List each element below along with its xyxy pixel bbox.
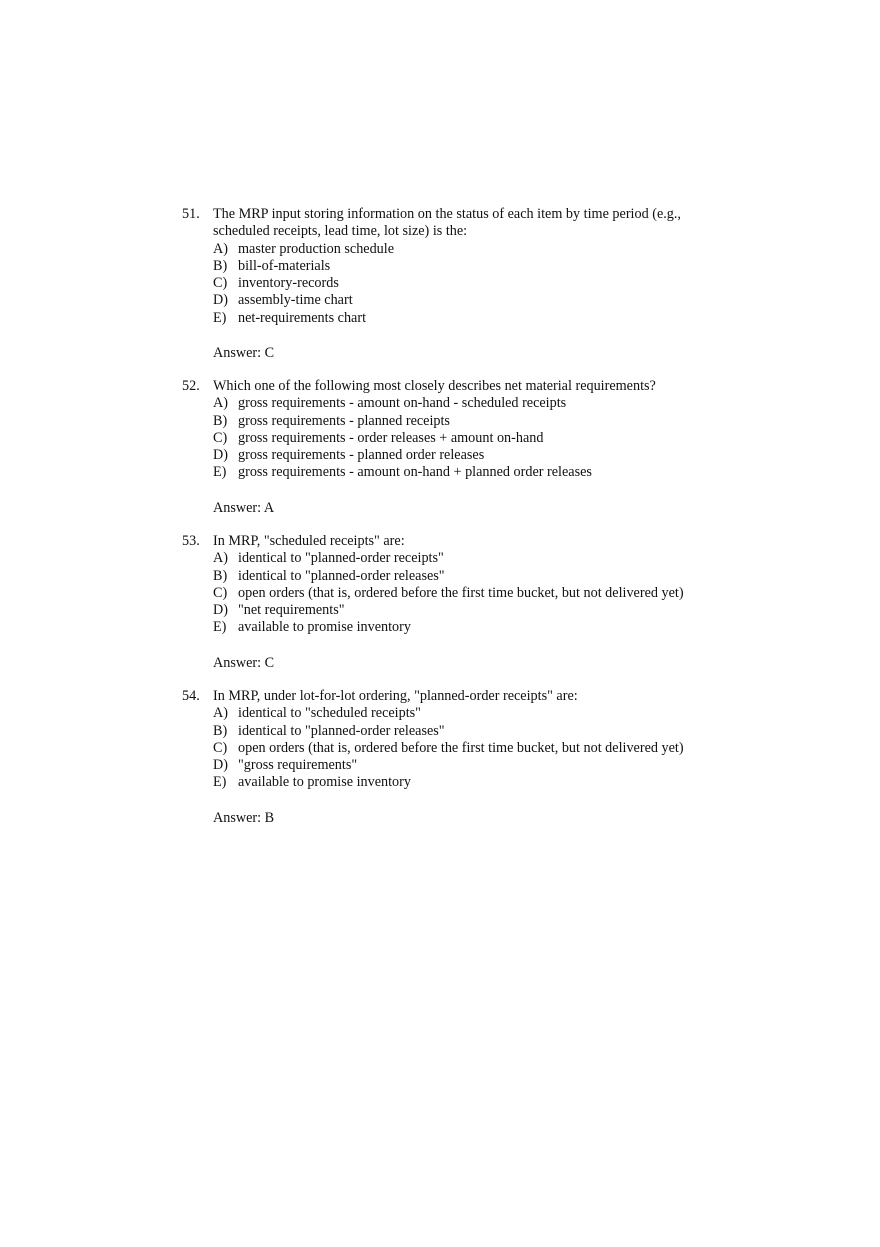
option-list [182, 241, 722, 327]
option-d [213, 292, 722, 309]
option-letter: B) [213, 567, 228, 584]
option-a [213, 705, 722, 722]
option-e [213, 464, 722, 481]
option-c [213, 740, 722, 757]
question-number: 54. [182, 688, 200, 704]
answer-line: Answer: C [213, 345, 275, 362]
option-text: assembly-time chart [238, 292, 353, 309]
question-52 [182, 378, 722, 517]
option-a [213, 241, 722, 258]
option-letter: B) [213, 722, 228, 739]
option-b [213, 413, 722, 430]
option-letter: E) [213, 464, 227, 481]
option-letter: D) [213, 602, 228, 619]
option-text: open orders (that is, ordered before the first time bucket, but not delivered yet) [238, 739, 684, 756]
option-text: inventory-records [238, 275, 339, 292]
question-stem [182, 378, 722, 395]
option-text: gross requirements - planned receipts [238, 412, 450, 429]
question-number: 53. [182, 533, 200, 549]
option-text: identical to "planned-order releases" [238, 567, 445, 584]
option-letter: A) [213, 705, 228, 722]
option-b [213, 723, 722, 740]
option-d [213, 602, 722, 619]
option-a [213, 550, 722, 567]
option-e [213, 774, 722, 791]
question-51 [182, 206, 722, 362]
option-letter: C) [213, 275, 228, 292]
question-stem [182, 688, 722, 705]
question-stem [182, 206, 722, 241]
question-53 [182, 533, 722, 672]
option-letter: E) [213, 619, 227, 636]
option-letter: A) [213, 240, 228, 257]
option-list [182, 395, 722, 481]
answer-line: Answer: A [213, 499, 275, 516]
option-c [213, 275, 722, 292]
option-b [213, 568, 722, 585]
option-text: gross requirements - amount on-hand + planned order releases [238, 464, 592, 481]
question-number: 52. [182, 378, 200, 394]
option-letter: D) [213, 757, 228, 774]
option-text: available to promise inventory [238, 774, 411, 791]
option-e [213, 619, 722, 636]
option-letter: E) [213, 774, 227, 791]
question-text: Which one of the following most closely describes net material requirements? [213, 378, 656, 394]
option-letter: B) [213, 412, 228, 429]
option-text: gross requirements - amount on-hand - scheduled receipts [238, 395, 567, 412]
option-text: "net requirements" [238, 602, 345, 619]
question-number: 51. [182, 206, 200, 222]
option-text: identical to "scheduled receipts" [238, 705, 421, 722]
answer-line: Answer: B [213, 809, 275, 826]
option-letter: C) [213, 739, 228, 756]
option-letter: E) [213, 309, 227, 326]
option-a [213, 395, 722, 412]
option-b [213, 258, 722, 275]
option-text: identical to "planned-order releases" [238, 722, 445, 739]
option-text: gross requirements - planned order releases [238, 447, 485, 464]
option-text: bill-of-materials [238, 257, 331, 274]
option-text: master production schedule [238, 240, 395, 257]
option-text: "gross requirements" [238, 757, 358, 774]
option-letter: C) [213, 429, 228, 446]
option-list [182, 705, 722, 791]
question-54 [182, 688, 722, 827]
option-d [213, 447, 722, 464]
question-text: In MRP, under lot-for-lot ordering, "planned-order receipts" are: [213, 688, 578, 704]
option-list [182, 550, 722, 636]
option-c [213, 430, 722, 447]
option-text: open orders (that is, ordered before the first time bucket, but not delivered yet) [238, 584, 684, 601]
option-letter: D) [213, 447, 228, 464]
question-stem [182, 533, 722, 550]
answer-line: Answer: C [213, 654, 275, 671]
option-letter: A) [213, 395, 228, 412]
option-letter: A) [213, 550, 228, 567]
option-d [213, 757, 722, 774]
question-text: The MRP input storing information on the status of each item by time period (e.g., scheduled receipts, lead time, lot size) is the: [213, 206, 681, 240]
option-letter: D) [213, 292, 228, 309]
option-c [213, 585, 722, 602]
option-text: identical to "planned-order receipts" [238, 550, 444, 567]
option-text: gross requirements - order releases + amount on-hand [238, 429, 544, 446]
option-letter: C) [213, 584, 228, 601]
question-text: In MRP, "scheduled receipts" are: [213, 533, 405, 549]
option-letter: B) [213, 257, 228, 274]
option-text: net-requirements chart [238, 309, 367, 326]
option-text: available to promise inventory [238, 619, 411, 636]
option-e [213, 310, 722, 327]
